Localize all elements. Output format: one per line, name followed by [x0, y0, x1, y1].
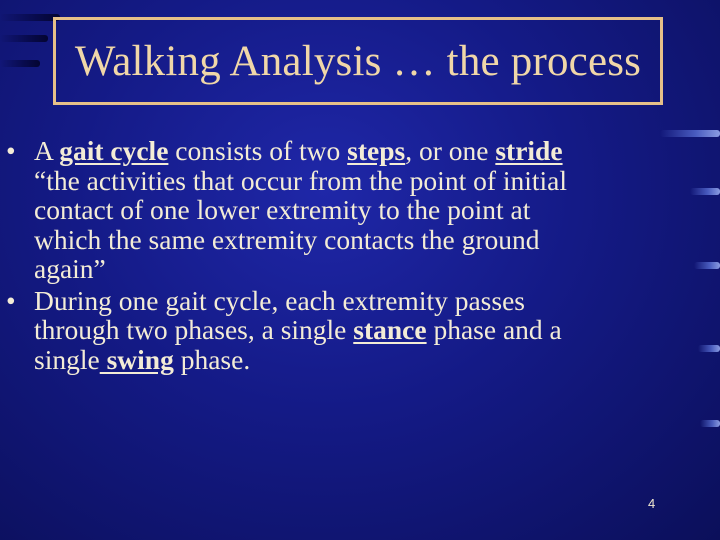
page-number: 4	[648, 496, 656, 511]
slide-body	[6, 136, 696, 376]
decorative-streak	[698, 345, 720, 352]
text-run: , or one	[405, 135, 496, 166]
text-run: consists of two	[168, 135, 348, 166]
slide-title: Walking Analysis … the process	[74, 37, 642, 85]
keyword-stride: stride	[495, 135, 563, 166]
decorative-streak	[0, 60, 40, 67]
bullet-line: again”	[34, 253, 106, 284]
decorative-streak	[694, 262, 720, 269]
bullet-dot: •	[6, 284, 16, 316]
text-run: A	[34, 135, 60, 166]
decorative-streak	[0, 14, 60, 21]
text-run: single	[34, 343, 100, 375]
bullet-line: contact of one lower extremity to the point at	[34, 194, 531, 225]
decorative-streak	[0, 35, 48, 42]
keyword-stance: stance	[353, 314, 427, 345]
decorative-streak	[700, 420, 720, 427]
keyword-gait-cycle: gait cycle	[59, 135, 169, 166]
bullet-item	[6, 136, 696, 284]
bullet-line: “the activities that occur from the point of initial	[34, 164, 568, 196]
keyword-swing: swing	[99, 343, 174, 375]
keyword-steps: steps	[347, 135, 406, 166]
title-box	[53, 17, 663, 105]
text-run: phase.	[173, 343, 251, 375]
bullet-dot: •	[6, 135, 16, 166]
text-run: through two phases, a single	[34, 314, 354, 345]
bullet-line: During one gait cycle, each extremity passes	[34, 284, 525, 316]
bullet-line	[34, 136, 696, 166]
bullet-line: which the same extremity contacts the ground	[34, 223, 540, 255]
bullet-item	[6, 286, 696, 375]
text-run: phase and a	[426, 314, 562, 345]
bullet-line	[34, 315, 696, 345]
bullet-line	[34, 345, 696, 375]
